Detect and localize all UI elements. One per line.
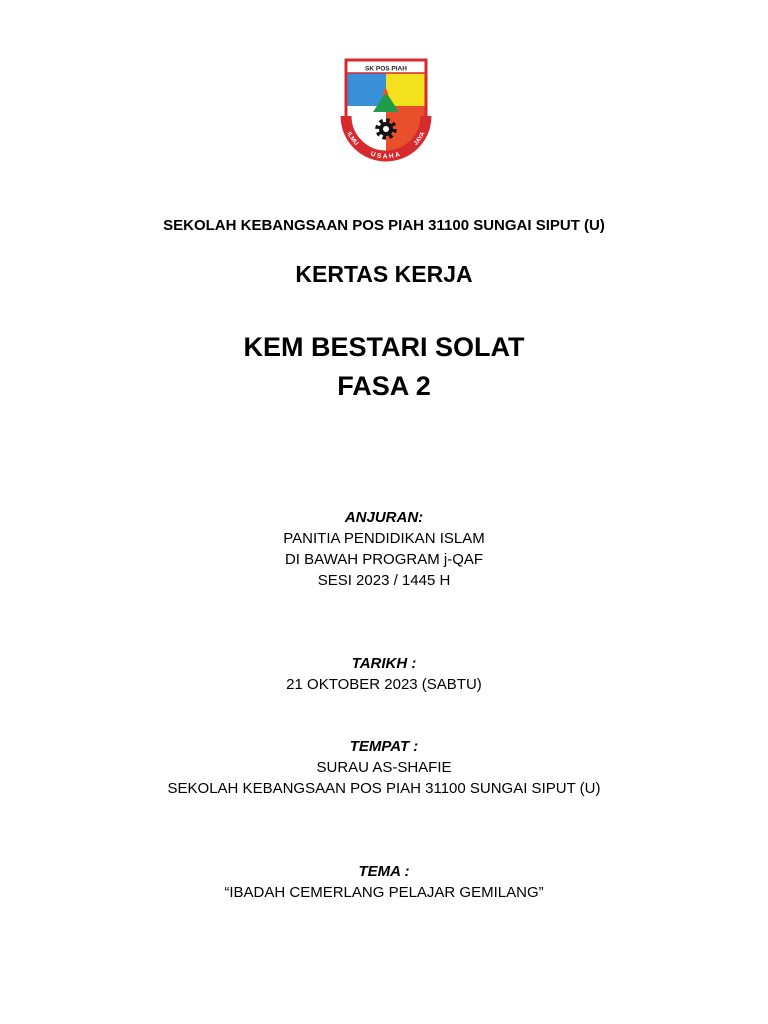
logo-ribbon-text-right: JAYA (413, 131, 427, 148)
school-logo (340, 54, 432, 172)
logo-ribbon-text-bottom: USAHA (369, 150, 403, 161)
organizer-section (0, 507, 768, 591)
date-value: 21 OKTOBER 2023 (SABTU) (286, 676, 482, 693)
logo-top-text: SK POS PIAH (365, 65, 407, 73)
organizer-line: DI BAWAH PROGRAM j-QAF (284, 551, 484, 568)
logo-ribbon-text-left: ILMU (345, 131, 359, 147)
school-name-header: SEKOLAH KEBANGSAAN POS PIAH 31100 SUNGAI SIPUT (U) (163, 217, 605, 234)
organizer-line: SESI 2023 / 1445 H (317, 572, 451, 589)
document-type-title: KERTAS KERJA (295, 261, 473, 287)
theme-value: “IBADAH CEMERLANG PELAJAR GEMILANG” (224, 884, 544, 901)
date-label: TARIKH : (351, 655, 417, 672)
program-phase: FASA 2 (337, 371, 431, 401)
organizer-line: PANITIA PENDIDIKAN ISLAM (283, 530, 485, 547)
date-section (0, 653, 768, 695)
theme-label: TEMA : (358, 863, 410, 880)
program-title-block (0, 328, 768, 406)
theme-section (0, 861, 768, 903)
venue-line: SEKOLAH KEBANGSAAN POS PIAH 31100 SUNGAI SIPUT (U) (167, 780, 601, 797)
organizer-label: ANJURAN: (344, 509, 424, 526)
program-title: KEM BESTARI SOLAT (243, 332, 525, 362)
venue-section (0, 736, 768, 799)
venue-line: SURAU AS-SHAFIE (316, 759, 452, 776)
venue-label: TEMPAT : (349, 738, 419, 755)
